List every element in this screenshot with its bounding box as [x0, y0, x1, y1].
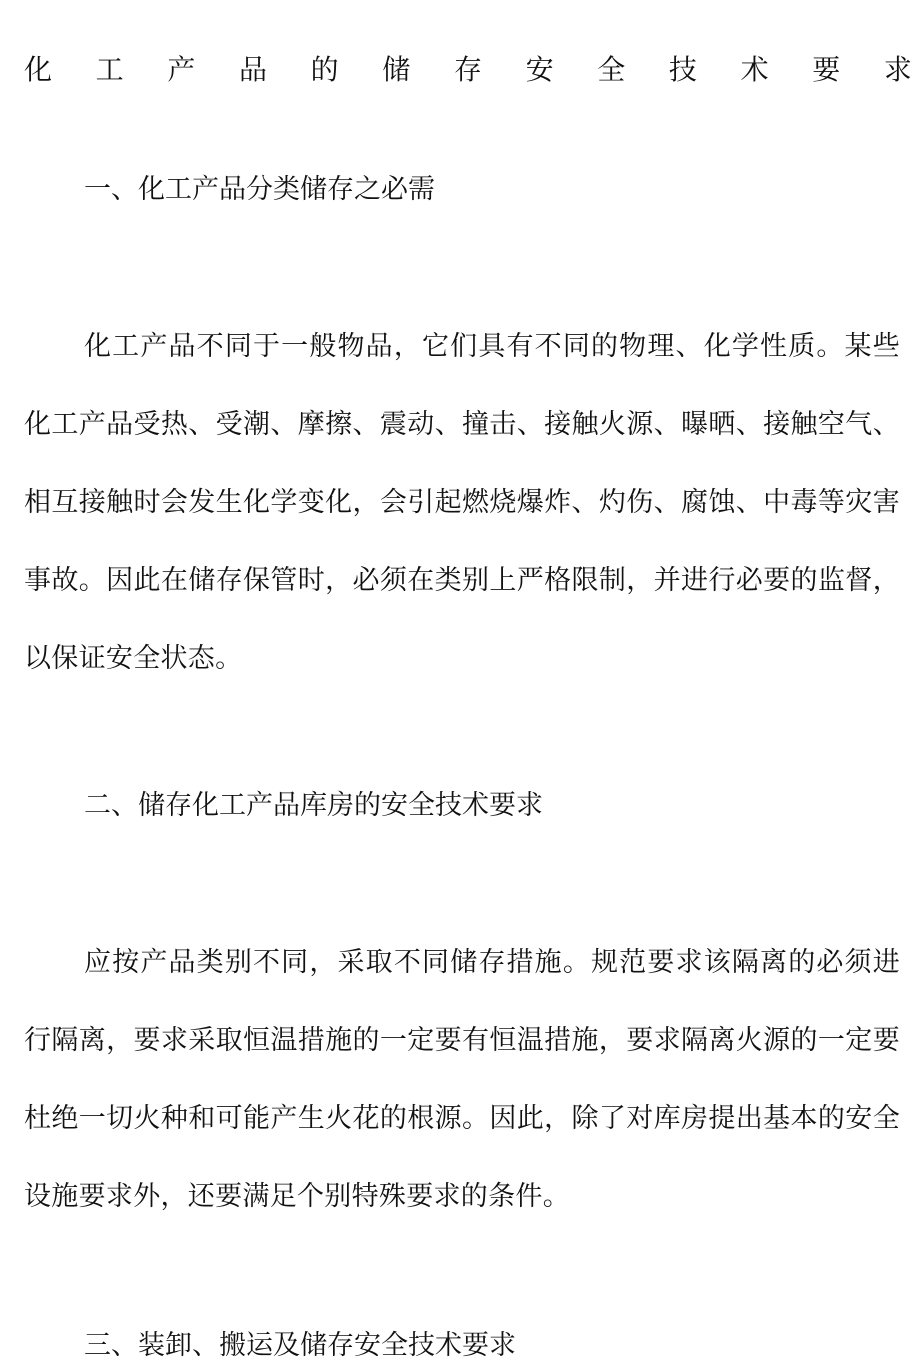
- document-title: [24, 50, 912, 90]
- title-char: 品: [238, 53, 267, 86]
- section-paragraph-1: 化工产品不同于一般物品，它们具有不同的物理、化学性质。某些化工产品受热、受潮、摩擦、震动、撞击、接触火源、曝晒、接触空气、相互接触时会发生化学变化，会引起燃烧爆炸、灼伤、腐蚀、中毒等灾害事故。因此在储存保管时，必须在类别上严格限制，并进行必要的监督，以保证安全状态。: [24, 331, 900, 674]
- title-char: 的: [310, 53, 339, 86]
- title-char: 工: [95, 53, 124, 86]
- title-char: 技: [668, 53, 697, 86]
- section-heading-2: 二、储存化工产品库房的安全技术要求: [84, 790, 543, 821]
- section-heading-3: 三、装卸、搬运及储存安全技术要求: [84, 1330, 516, 1361]
- section-paragraph-2: 应按产品类别不同，采取不同储存措施。规范要求该隔离的必须进行隔离，要求采取恒温措施的一定要有恒温措施，要求隔离火源的一定要杜绝一切火种和可能产生火花的根源。因此，除了对库房提出基本的安全设施要求外，还要满足个别特殊要求的条件。: [24, 947, 900, 1212]
- title-char: 全: [597, 53, 626, 86]
- title-char: 存: [453, 53, 482, 86]
- title-char: 要: [812, 53, 841, 86]
- title-char: 产: [167, 53, 196, 86]
- title-char: 术: [740, 53, 769, 86]
- title-char: 储: [382, 53, 411, 86]
- title-char: 化: [24, 53, 53, 86]
- section-heading-1: 一、化工产品分类储存之必需: [84, 174, 435, 205]
- title-char: 安: [525, 53, 554, 86]
- title-char: 求: [883, 53, 912, 86]
